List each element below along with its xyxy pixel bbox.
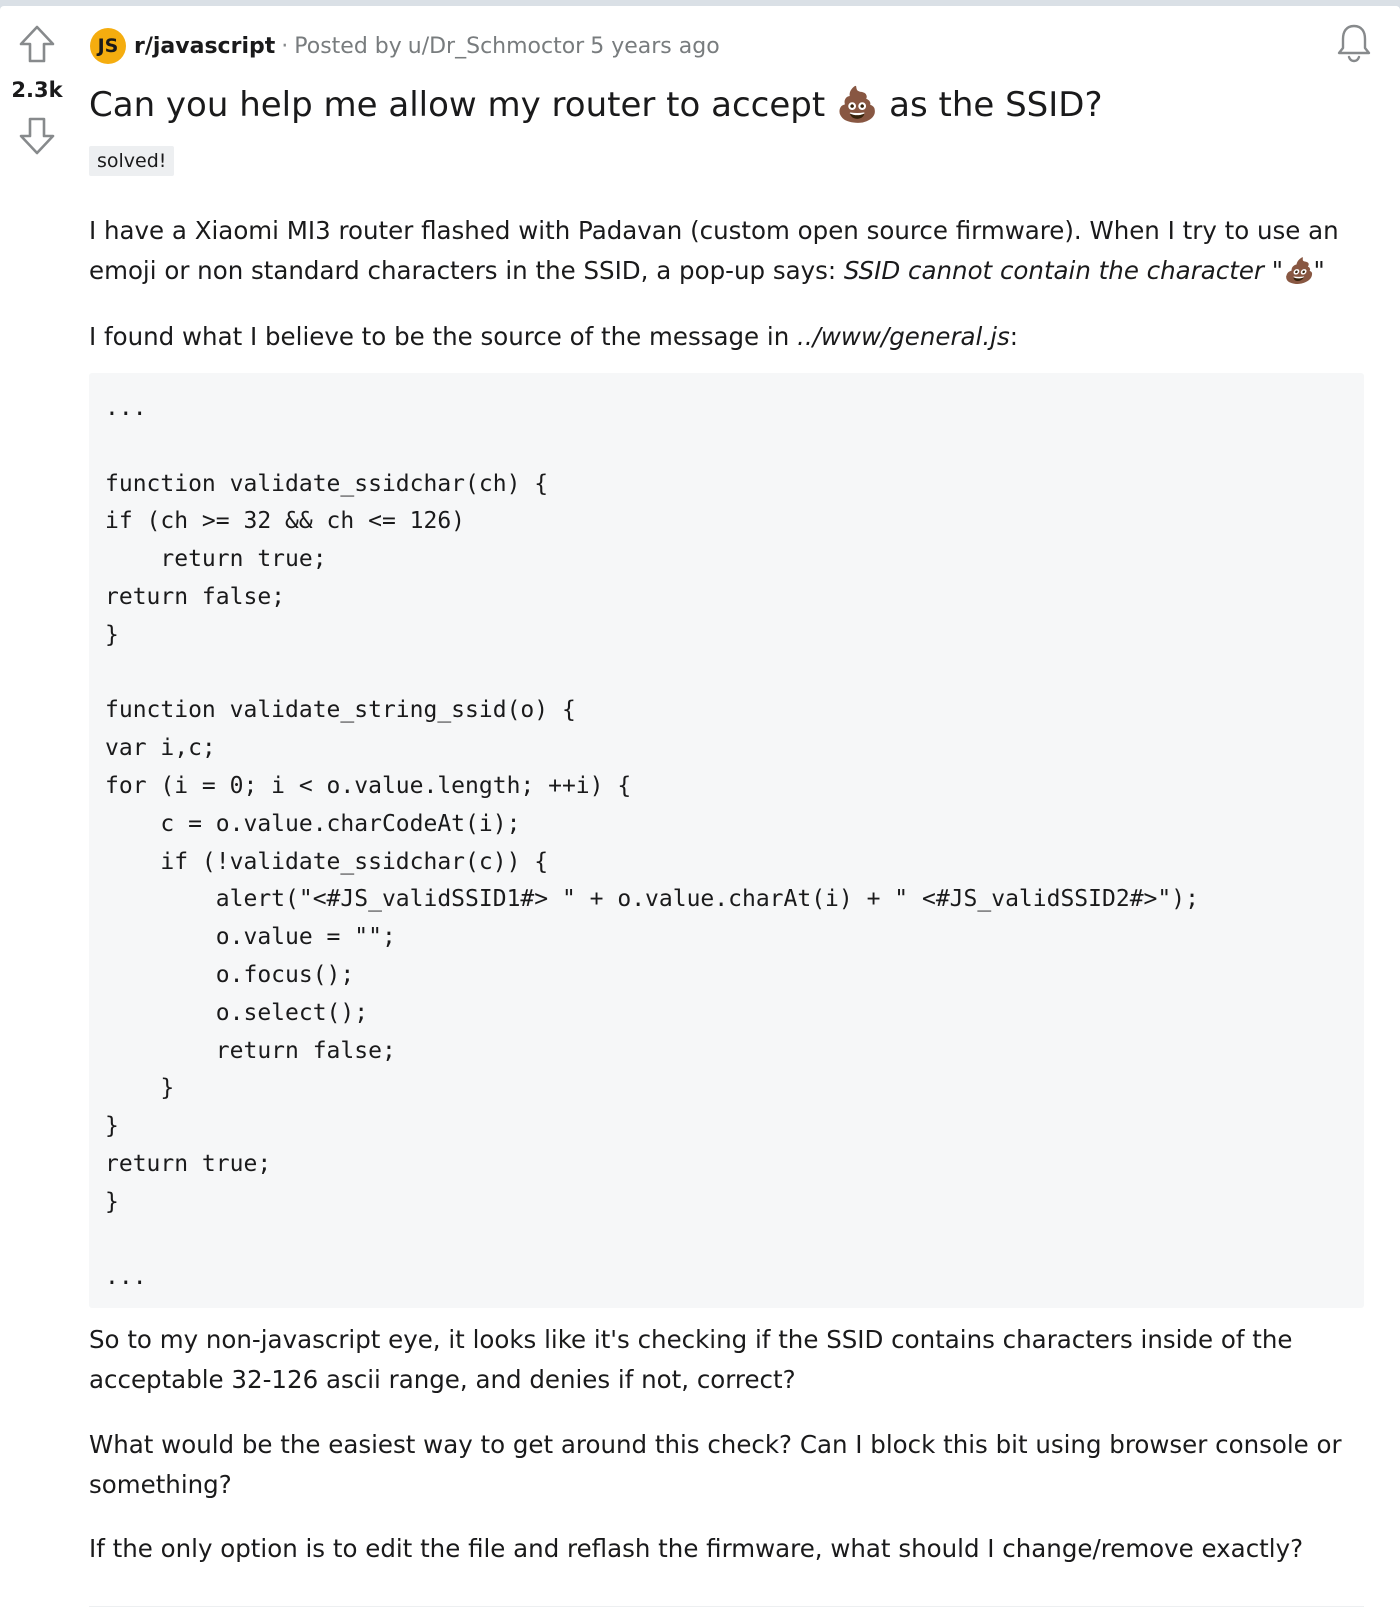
- body-paragraph-2-end: :: [1009, 322, 1018, 351]
- body-paragraph-1-text: I have a Xiaomi MI3 router flashed with Padavan (custom open source firmware). When I try to use an emoji or non standard characters in the SSID, a pop-up says:: [89, 216, 1339, 285]
- post-meta: [90, 26, 720, 66]
- downvote-arrow-icon[interactable]: [18, 116, 56, 156]
- title-text-after: as the SSID?: [878, 85, 1103, 125]
- title-text-before: Can you help me allow my router to accept: [89, 85, 836, 125]
- file-path: ../www/general.js: [797, 322, 1010, 351]
- body-paragraph-1: [89, 211, 1364, 291]
- upvote-arrow-icon[interactable]: [18, 24, 56, 64]
- body-paragraph-3: So to my non-javascript eye, it looks like it's checking if the SSID contains characters inside of the acceptable 32-126 ascii range, and denies if not, correct?: [89, 1325, 1293, 1394]
- author-link[interactable]: u/Dr_Schmoctor: [407, 33, 585, 59]
- post-card: [0, 6, 1400, 1607]
- poop-emoji: 💩: [835, 85, 879, 125]
- body-paragraph-2: [89, 317, 1018, 357]
- post-flair[interactable]: solved!: [89, 146, 174, 176]
- error-message-quote: SSID cannot contain the character "💩": [843, 256, 1325, 285]
- subreddit-link[interactable]: r/javascript: [134, 33, 276, 59]
- body-paragraph-5: If the only option is to edit the file and reflash the firmware, what should I change/remove exactly?: [89, 1534, 1304, 1563]
- post-timestamp[interactable]: 5 years ago: [590, 33, 720, 59]
- vote-score: 2.3k: [11, 78, 63, 102]
- meta-separator: ·: [281, 33, 289, 59]
- post-title[interactable]: [89, 78, 1349, 132]
- notification-bell-icon[interactable]: [1334, 22, 1374, 64]
- code-content: ... function validate_ssidchar(ch) { if (ch >= 32 && ch <= 126) return true; return false; } function validate_string_ssid(o) { var i,c; for (i = 0; i < o.value.length; ++i) { c = o.value.charCodeAt(i); if (!validate_ssidchar(c)) { alert("<#JS_validSSID1#> " + o.value.charAt(i) + " <#JS_validSSID2#>"); o.value = ""; o.focus(); o.select(); return false; } } return true; } ...: [105, 395, 1199, 1291]
- posted-by-label: Posted by: [294, 33, 402, 59]
- subreddit-icon[interactable]: JS: [90, 28, 126, 64]
- body-paragraph-2-text: I found what I believe to be the source of the message in: [89, 322, 798, 351]
- body-paragraph-4: What would be the easiest way to get around this check? Can I block this bit using browser console or something?: [89, 1430, 1342, 1499]
- code-block: [89, 373, 1364, 1308]
